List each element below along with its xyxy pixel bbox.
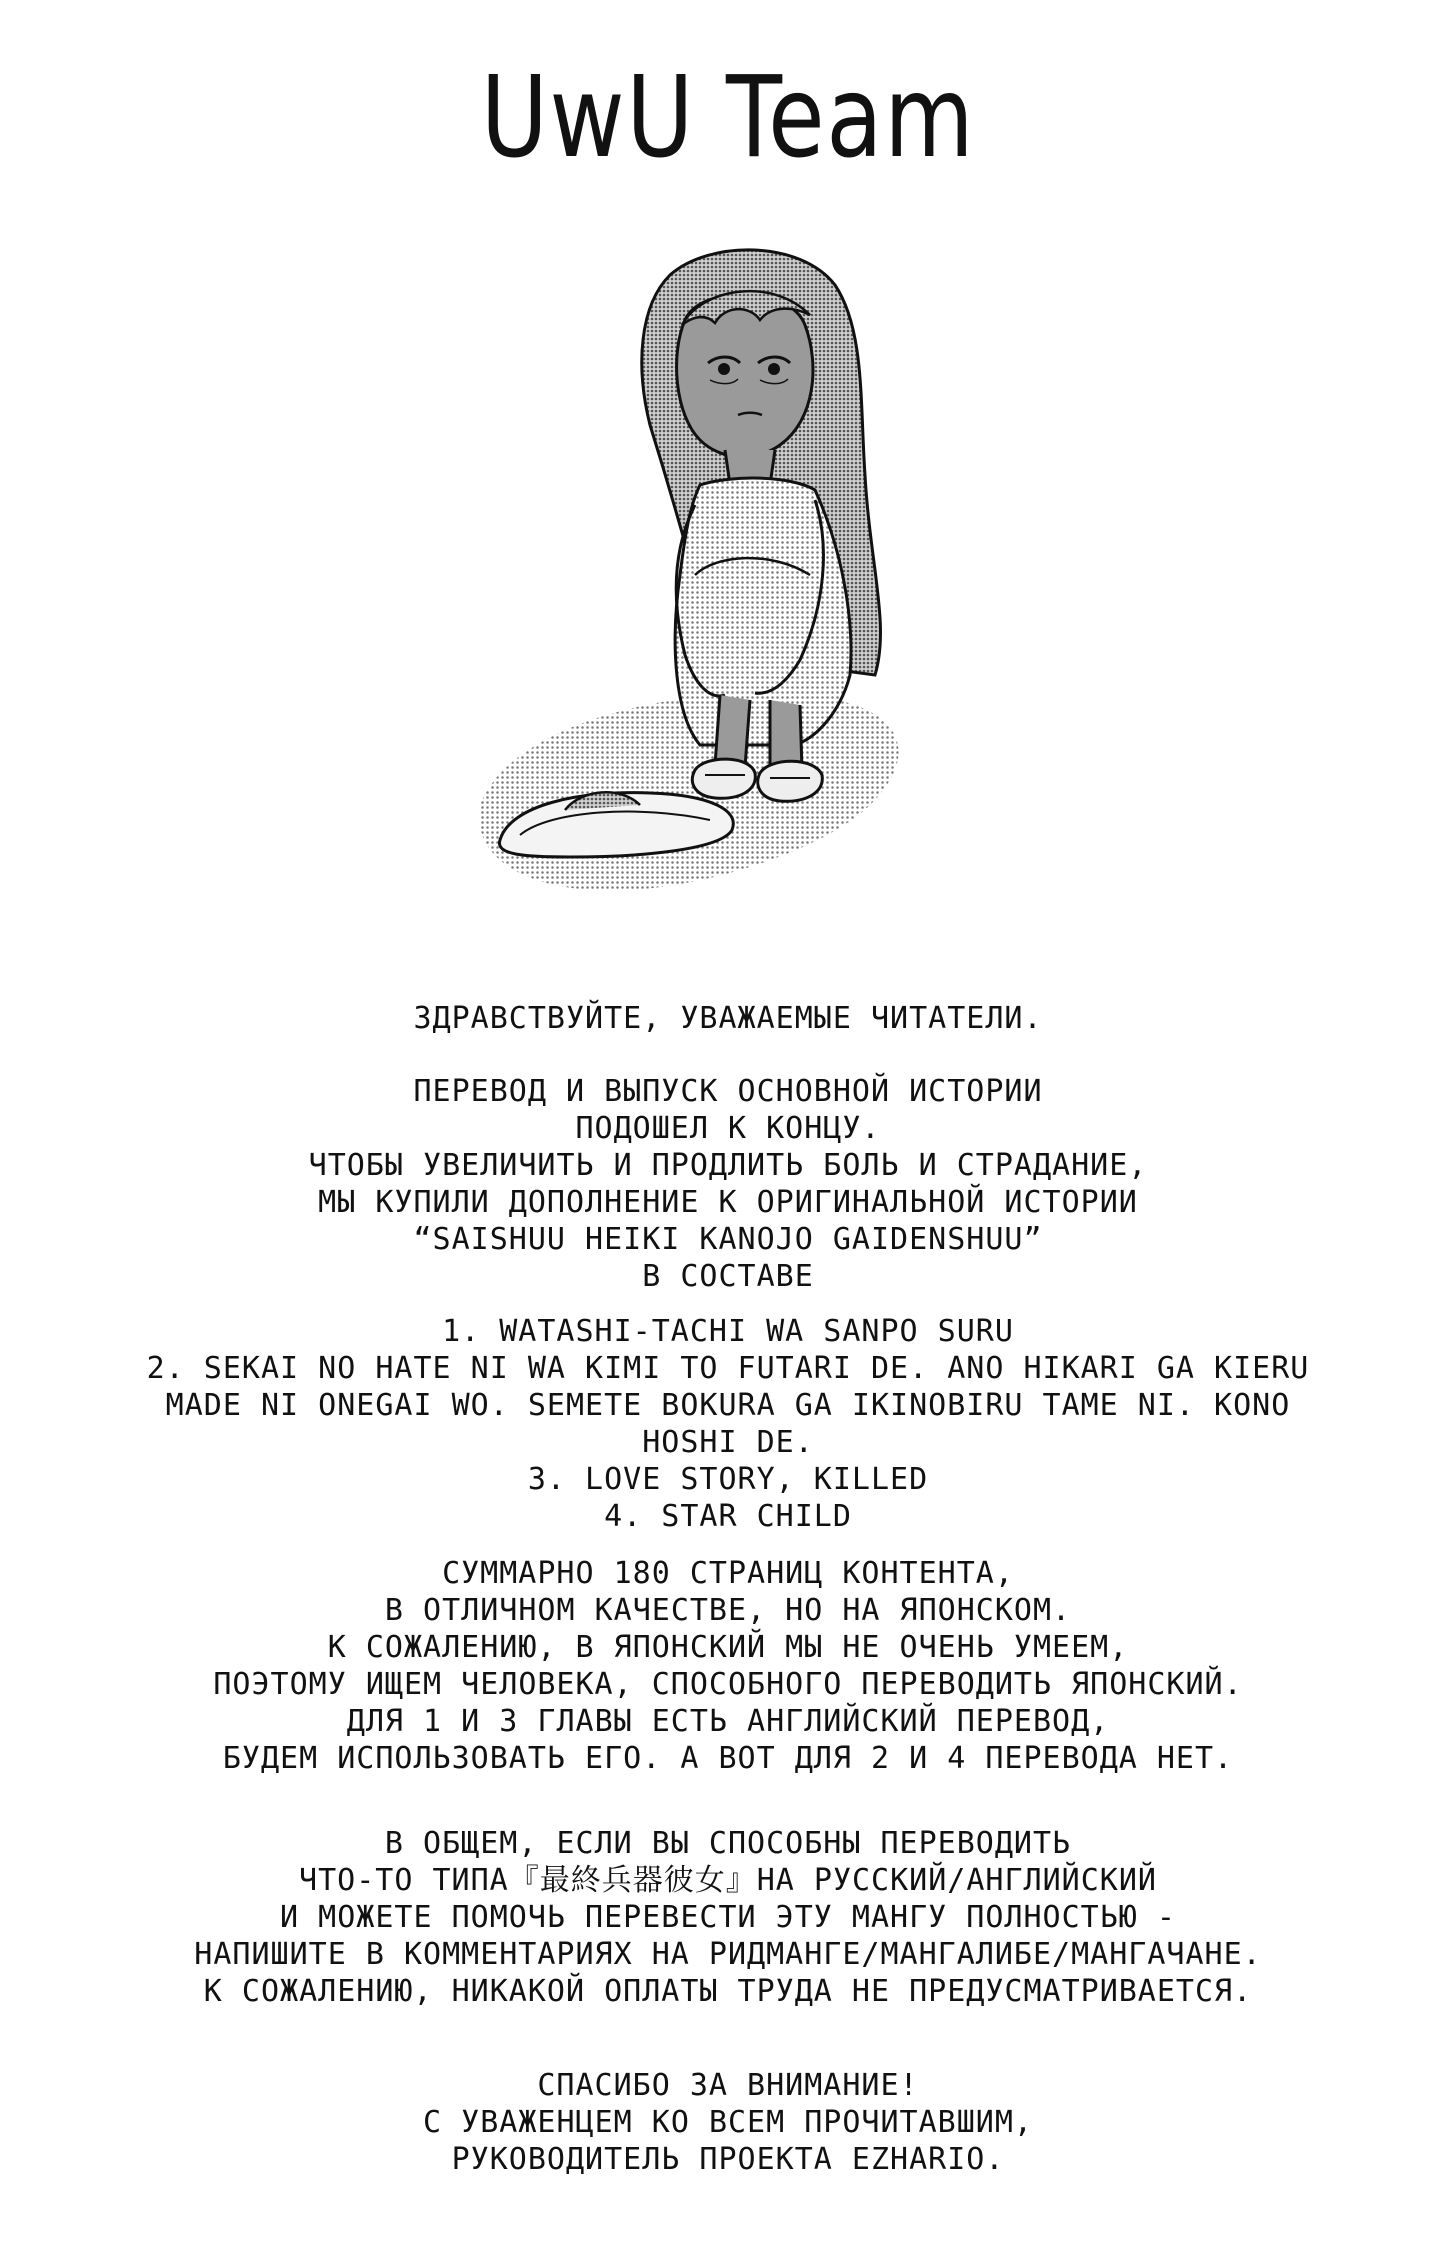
intro-line: ПОДОШЕЛ К КОНЦУ. bbox=[575, 1111, 881, 1146]
thanks-line: РУКОВОДИТЕЛЬ ПРОЕКТА EZHARIO. bbox=[451, 2142, 1005, 2177]
intro-line: “SAISHUU HEIKI KANOJO GAIDENSHUU” bbox=[413, 1222, 1043, 1257]
summary-line: В ОТЛИЧНОМ КАЧЕСТВЕ, НО НА ЯПОНСКОМ. bbox=[384, 1593, 1072, 1628]
page-title: UwU Team bbox=[480, 53, 976, 183]
contents-item: 1. WATASHI-TACHI WA SANPO SURU bbox=[442, 1314, 1014, 1349]
summary-line: СУММАРНО 180 СТРАНИЦ КОНТЕНТА, bbox=[442, 1556, 1014, 1591]
thanks-line: С УВАЖЕНЦЕМ КО ВСЕМ ПРОЧИТАВШИМ, bbox=[423, 2105, 1033, 2140]
request-line: И МОЖЕТЕ ПОМОЧЬ ПЕРЕВЕСТИ ЭТУ МАНГУ ПОЛНОСТЬЮ - bbox=[280, 1900, 1176, 1935]
contents-item: 3. LOVE STORY, KILLED bbox=[527, 1462, 929, 1497]
intro-paragraph bbox=[40, 1073, 1416, 1295]
girl-sitting-illustration-icon bbox=[470, 245, 990, 905]
contents-item: 4. STAR CHILD bbox=[604, 1499, 852, 1534]
contents-item: MADE NI ONEGAI WO. SEMETE BOKURA GA IKINOBIRU TAME NI. KONO bbox=[165, 1388, 1291, 1423]
thanks-line: СПАСИБО ЗА ВНИМАНИЕ! bbox=[537, 2068, 919, 2103]
summary-line: К СОЖАЛЕНИЮ, В ЯПОНСКИЙ МЫ НЕ ОЧЕНЬ УМЕЕМ, bbox=[327, 1630, 1129, 1665]
request-line: ЧТО-ТО ТИПА『最終兵器彼女』НА РУССКИЙ/АНГЛИЙСКИЙ bbox=[299, 1863, 1157, 1898]
request-line: В ОБЩЕМ, ЕСЛИ ВЫ СПОСОБНЫ ПЕРЕВОДИТЬ bbox=[384, 1826, 1072, 1861]
summary-line: ДЛЯ 1 И 3 ГЛАВЫ ЕСТЬ АНГЛИЙСКИЙ ПЕРЕВОД, bbox=[346, 1704, 1110, 1739]
intro-line: ЧТОБЫ УВЕЛИЧИТЬ И ПРОДЛИТЬ БОЛЬ И СТРАДАНИЕ, bbox=[308, 1148, 1148, 1183]
thanks-paragraph bbox=[40, 2067, 1416, 2178]
request-line: НАПИШИТЕ В КОММЕНТАРИЯХ НА РИДМАНГЕ/МАНГАЛИБЕ/МАНГАЧАНЕ. bbox=[194, 1937, 1262, 1972]
intro-line: МЫ КУПИЛИ ДОПОЛНЕНИЕ К ОРИГИНАЛЬНОЙ ИСТОРИИ bbox=[318, 1185, 1138, 1220]
summary-line: БУДЕМ ИСПОЛЬЗОВАТЬ ЕГО. А ВОТ ДЛЯ 2 И 4 ПЕРЕВОДА НЕТ. bbox=[222, 1741, 1234, 1776]
request-line: К СОЖАЛЕНИЮ, НИКАКОЙ ОПЛАТЫ ТРУДА НЕ ПРЕДУСМАТРИВАЕТСЯ. bbox=[203, 1974, 1253, 2009]
intro-line: ПЕРЕВОД И ВЫПУСК ОСНОВНОЙ ИСТОРИИ bbox=[413, 1074, 1043, 1109]
greeting-line: ЗДРАВСТВУЙТЕ, УВАЖАЕМЫЕ ЧИТАТЕЛИ. bbox=[413, 1001, 1043, 1036]
contents-item: HOSHI DE. bbox=[642, 1425, 814, 1460]
greeting-paragraph bbox=[40, 1000, 1416, 1037]
contents-item: 2. SEKAI NO HATE NI WA KIMI TO FUTARI DE. ANO HIKARI GA KIERU bbox=[146, 1351, 1310, 1386]
summary-paragraph bbox=[40, 1555, 1416, 1777]
contents-list bbox=[40, 1313, 1416, 1535]
intro-line: В СОСТАВЕ bbox=[642, 1259, 814, 1294]
request-paragraph bbox=[40, 1825, 1416, 2010]
summary-line: ПОЭТОМУ ИЩЕМ ЧЕЛОВЕКА, СПОСОБНОГО ПЕРЕВОДИТЬ ЯПОНСКИЙ. bbox=[213, 1667, 1243, 1702]
